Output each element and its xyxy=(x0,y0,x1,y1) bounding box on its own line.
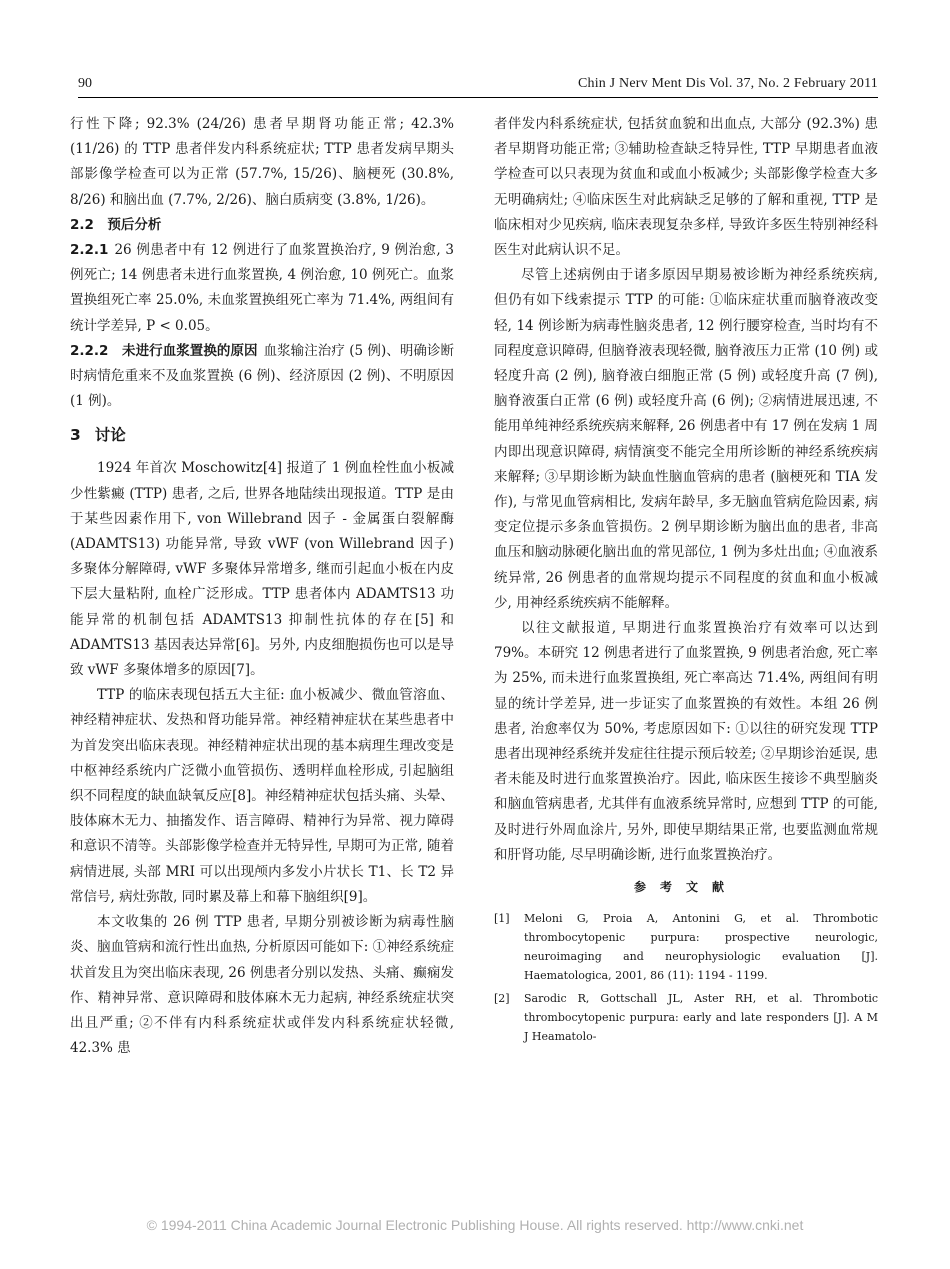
reference-item xyxy=(494,909,878,985)
reference-text: Sarodic R, Gottschall JL, Aster RH, et al. Thrombotic thrombocytopenic purpura: early and late responders [J]. A M J Heamatolo- xyxy=(524,992,878,1044)
right-column xyxy=(494,112,878,1050)
discussion-paragraph: 以往文献报道, 早期进行血浆置换治疗有效率可以达到 79%。本研究 12 例患者进行了血浆置换, 9 例患者治愈, 死亡率为 25%, 而未进行血浆置换组, 死亡率高达 71.4%, 两组间有明显的统计学差异, 进一步证实了血浆置换的有效性。本组 26 例患者, 治愈率仅为 50%, 考虑原因如下: ①以往的研究发现 TTP 患者出现神经系统并发症往往提示预后较差; ②早期诊治延误, 患者未能及时进行血浆置换治疗。因此, 临床医生接诊不典型脑炎和脑血管病患者, 尤其伴有血液系统异常时, 应想到 TTP 的可能, 及时进行外周血涂片, 另外, 即使早期结果正常, 也要监测血常规和肝肾功能, 尽早明确诊断, 进行血浆置换治疗。 xyxy=(494,620,878,863)
header-rule xyxy=(78,97,878,98)
discussion-paragraph: 尽管上述病例由于诸多原因早期易被诊断为神经系统疾病, 但仍有如下线索提示 TTP 的可能: ①临床症状重而脑脊液改变轻, 14 例诊断为病毒性脑炎患者, 12 例行腰穿检查, 当时均有不同程度意识障碍, 但脑脊液表现轻微, 脑脊液压力正常 (10 例) 或轻度升高 (2 例), 脑脊液白细胞正常 (5 例) 或轻度升高 (7 例), 脑脊液蛋白正常 (6 例) 或轻度升高 (6 例); ②病情进展迅速, 不能用单纯神经系统疾病来解释, 26 例患者中有 17 例在发病 1 周内即出现意识障碍, 病情演变不能完全用所诊断的神经系统疾病来解释; ③早期诊断为缺血性脑血管病的患者 (脑梗死和 TIA 发作), 与常见血管病相比, 发病年龄早, 多无脑血管病危险因素, 病变定位提示多条血管损伤。2 例早期诊断为脑出血的患者, 非高血压和脑动脉硬化脑出血的常见部位, 1 例为多灶出血; ④血液系统异常, 26 例患者的血常规均提示不同程度的贫血和血小板减少, 用神经系统疾病不能解释。 xyxy=(494,267,878,611)
reference-number: [2] xyxy=(494,992,510,1006)
left-column xyxy=(70,112,454,1061)
discussion-paragraph: 本文收集的 26 例 TTP 患者, 早期分别被诊断为病毒性脑炎、脑血管病和流行性出血热, 分析原因可能如下: ①神经系统症状首发且为突出临床表现, 26 例患者分别以发热、头痛、癫痫发作、精神异常、意识障碍和肢体麻木无力起病, 神经系统症状突出且严重; ②不伴有内科系统症状或伴发内科系统症状轻微, 42.3% 患 xyxy=(70,914,454,1057)
subsection-2-2-1 xyxy=(70,238,454,339)
reference-item xyxy=(494,989,878,1046)
reference-number: [1] xyxy=(494,912,510,926)
section-heading-prognosis: 2.2 预后分析 xyxy=(70,216,162,233)
subsection-2-2-2 xyxy=(70,339,454,415)
subsection-number: 2.2.1 xyxy=(70,242,109,259)
reference-text: Meloni G, Proia A, Antonini G, et al. Thrombotic thrombocytopenic purpura: prospective neurologic, neuroimaging and neurophysiologic evaluation [J]. Haematologica, 2001, 86 (11): 1194 - 1199. xyxy=(524,912,878,983)
subsection-heading: 2.2.2 未进行血浆置换的原因 xyxy=(70,342,258,359)
page-header xyxy=(78,76,878,96)
section-number: 3 xyxy=(70,426,81,445)
discussion-paragraph: 1924 年首次 Moschowitz[4] 报道了 1 例血栓性血小板减少性紫癜 (TTP) 患者, 之后, 世界各地陆续出现报道。TTP 是由于某些因素作用下, von Willebrand 因子 - 金属蛋白裂解酶 (ADAMTS13) 功能异常, 导致 vWF (von Willebrand 因子) 多聚体分解障碍, vWF 多聚体异常增多, 继而引起血小板在内皮下层大量粘附, 血栓广泛形成。TTP 患者体内 ADAMTS13 功能异常的机制包括 ADAMTS13 抑制性抗体的存在[5] 和 ADAMTS13 基因表达异常[6]。另外, 内皮细胞损伤也可以是导致 vWF 多聚体增多的原因[7]。 xyxy=(70,460,454,679)
journal-citation: Chin J Nerv Ment Dis Vol. 37, No. 2 February 2011 xyxy=(577,76,878,91)
section-heading-discussion xyxy=(70,420,454,450)
copyright-watermark: © 1994-2011 China Academic Journal Electronic Publishing House. All rights reserved. http://www.cnki.net xyxy=(146,1217,804,1233)
discussion-paragraph: TTP 的临床表现包括五大主征: 血小板减少、微血管溶血、神经精神症状、发热和肾功能异常。神经精神症状在某些患者中为首发突出临床表现。神经精神症状出现的基本病理生理改变是中枢神经系统内广泛微小血管损伤、透明样血栓形成, 引起脑组织不同程度的缺血缺氧反应[8]。神经精神症状包括头痛、头晕、肢体麻木无力、抽搐发作、语言障碍、精神行为异常、视力障碍和意识不清等。头部影像学检查并无特异性, 早期可为正常, 随着病情进展, 头部 MRI 可以出现颅内多发小片状长 T1、长 T2 异常信号, 病灶弥散, 同时累及幕上和幕下脑组织[9]。 xyxy=(70,687,454,905)
page-number: 90 xyxy=(78,76,92,91)
results-paragraph: 行性下降; 92.3% (24/26) 患者早期肾功能正常; 42.3% (11/26) 的 TTP 患者伴发内科系统症状; TTP 患者发病早期头部影像学检查可以为正常 (57.7%, 15/26)、脑梗死 (30.8%, 8/26) 和脑出血 (7.7%, 2/26)、脑白质病变 (3.8%, 1/26)。 xyxy=(70,116,454,208)
subsection-text: 血浆输注治疗 (5 例)、明确诊断时病情危重来不及血浆置换 (6 例)、经济原因 (2 例)、不明原因 (1 例)。 xyxy=(70,342,454,410)
discussion-paragraph: 者伴发内科系统症状, 包括贫血貌和出血点, 大部分 (92.3%) 患者早期肾功能正常; ③辅助检查缺乏特异性, TTP 早期患者血液学检查可以只表现为贫血和或血小板减少; 头部影像学检查大多无明确病灶; ④临床医生对此病缺乏足够的了解和重视, TTP 是临床相对少见疾病, 临床表现复杂多样, 导致许多医生特别神经科医生对此病认识不足。 xyxy=(494,116,878,259)
references-heading: 参考文献 xyxy=(633,880,738,895)
section-title: 讨论 xyxy=(94,426,126,445)
subsection-text: 26 例患者中有 12 例进行了血浆置换治疗, 9 例治愈, 3 例死亡; 14 例患者未进行血浆置换, 4 例治愈, 10 例死亡。血浆置换组死亡率 25.0%, 未血浆置换组死亡率为 71.4%, 两组间有统计学差异, P < 0.05。 xyxy=(70,242,454,334)
